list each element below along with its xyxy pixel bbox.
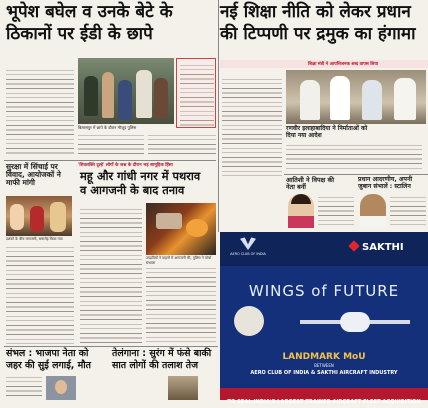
left-story-body-col3 bbox=[148, 132, 216, 158]
bottom-center-headline bbox=[112, 349, 220, 371]
center-headline bbox=[80, 171, 220, 197]
wings-icon bbox=[240, 236, 256, 250]
pradhan-headline: प्रधान आदरणीय, अपनी जुबान संभालें : स्टालिन bbox=[358, 176, 413, 190]
pilot-illustration bbox=[234, 306, 264, 336]
center-photo bbox=[146, 203, 216, 255]
stalin-photo bbox=[360, 194, 386, 228]
pradhan-body bbox=[390, 194, 426, 228]
section-divider-1 bbox=[4, 160, 216, 161]
center-photo-caption: उपद्रवियों ने वाहनों में आगजनी की, पुलिस ने मोर्चा संभाला bbox=[146, 256, 212, 265]
atishi-photo bbox=[288, 194, 314, 228]
raid-photo-caption: बिलासपुर में छापे के दौरान मौजूद पुलिस bbox=[78, 125, 137, 130]
left-story-body bbox=[6, 67, 74, 155]
left-story-body-col2 bbox=[78, 132, 144, 158]
ad-tagline-band: TO SEAL INDIA'S LARGEST TRAINER AIRCRAFT FLEET ACQUISITION bbox=[220, 388, 428, 400]
right-main-headline bbox=[220, 4, 428, 44]
center-headline-line1: महू और गांधी नगर में पथराव bbox=[80, 169, 201, 183]
bottom-center-photo bbox=[168, 376, 198, 400]
sakthi-mark-icon bbox=[348, 240, 359, 251]
right-headline-line1: नई शिक्षा नीति को लेकर प्रधान bbox=[220, 2, 411, 22]
column-divider bbox=[218, 0, 219, 232]
side-box bbox=[176, 58, 216, 128]
section-divider-2 bbox=[4, 346, 218, 347]
bottom-center-headline-line1: तेलंगाना : सुरंग में फंसे बाकी bbox=[112, 348, 212, 359]
sakthi-logo: SAKTHI bbox=[350, 242, 424, 258]
center-body-col1 bbox=[80, 206, 142, 344]
ranveer-headline: रणवीर इलाहाबादिया ने निर्माताओं को दिया नया आदेश bbox=[286, 125, 368, 139]
bottom-left-headline-line2: जहर की सुई लगाई, मौत bbox=[6, 359, 91, 371]
wings-of-future-title: WINGS of FUTURE bbox=[248, 282, 400, 300]
mid-left-body bbox=[6, 244, 74, 344]
mid-left-photo bbox=[6, 196, 72, 236]
bottom-left-body bbox=[6, 374, 42, 398]
bottom-left-photo bbox=[46, 376, 76, 400]
advertisement[interactable] bbox=[220, 232, 428, 405]
mid-left-photo-caption: दर्शकों के बीच नाराजगी, समारोह किया गया bbox=[6, 237, 63, 241]
aircraft-illustration bbox=[300, 312, 410, 332]
left-main-headline bbox=[6, 4, 216, 44]
ranveer-body bbox=[286, 142, 422, 172]
bottom-center-headline-line2: सात लोगों की तलाश तेज bbox=[112, 359, 199, 371]
center-kicker: 'शिवशक्ति दूल्हे' लोगों के जश्न के दौरान भड़ं सामूहिक हिंसा bbox=[78, 163, 173, 168]
right-photo-caption-bar: शिक्षा मंत्री ने आपत्तिजनक शब्द वापस लिया bbox=[220, 60, 428, 68]
mid-left-headline: सुरक्षा में सिंचाई पर विवाद, आयोजकों ने माफी मांगी bbox=[6, 162, 61, 188]
right-story-body-col1 bbox=[222, 76, 282, 176]
left-headline-line1: भूपेश बघेल व उनके बेटे के bbox=[6, 2, 173, 22]
right-headline-line2: की टिप्पणी पर द्रमुक का हंगामा bbox=[220, 23, 416, 44]
bottom-left-headline bbox=[6, 349, 110, 371]
center-headline-line2: व आगजनी के बाद तनाव bbox=[80, 182, 185, 197]
ad-mou-section: LANDMARK MoU BETWEEN AERO CLUB OF INDIA & SAKTHI AIRCRAFT INDUSTRY bbox=[250, 352, 398, 376]
raid-photo bbox=[78, 58, 174, 124]
atishi-body bbox=[318, 194, 354, 228]
bottom-left-headline-line1: संभल : भाजपा नेता को bbox=[6, 348, 89, 359]
center-body-col2 bbox=[146, 265, 216, 345]
section-divider-3 bbox=[284, 174, 428, 175]
atishi-headline: आतिशी ने विपक्ष की नेता बनीं bbox=[286, 176, 335, 192]
aero-club-logo: AERO CLUB OF INDIA bbox=[228, 236, 268, 260]
left-headline-line2: ठिकानों पर ईडी के छापे bbox=[6, 23, 153, 44]
right-story-photo bbox=[286, 70, 426, 124]
